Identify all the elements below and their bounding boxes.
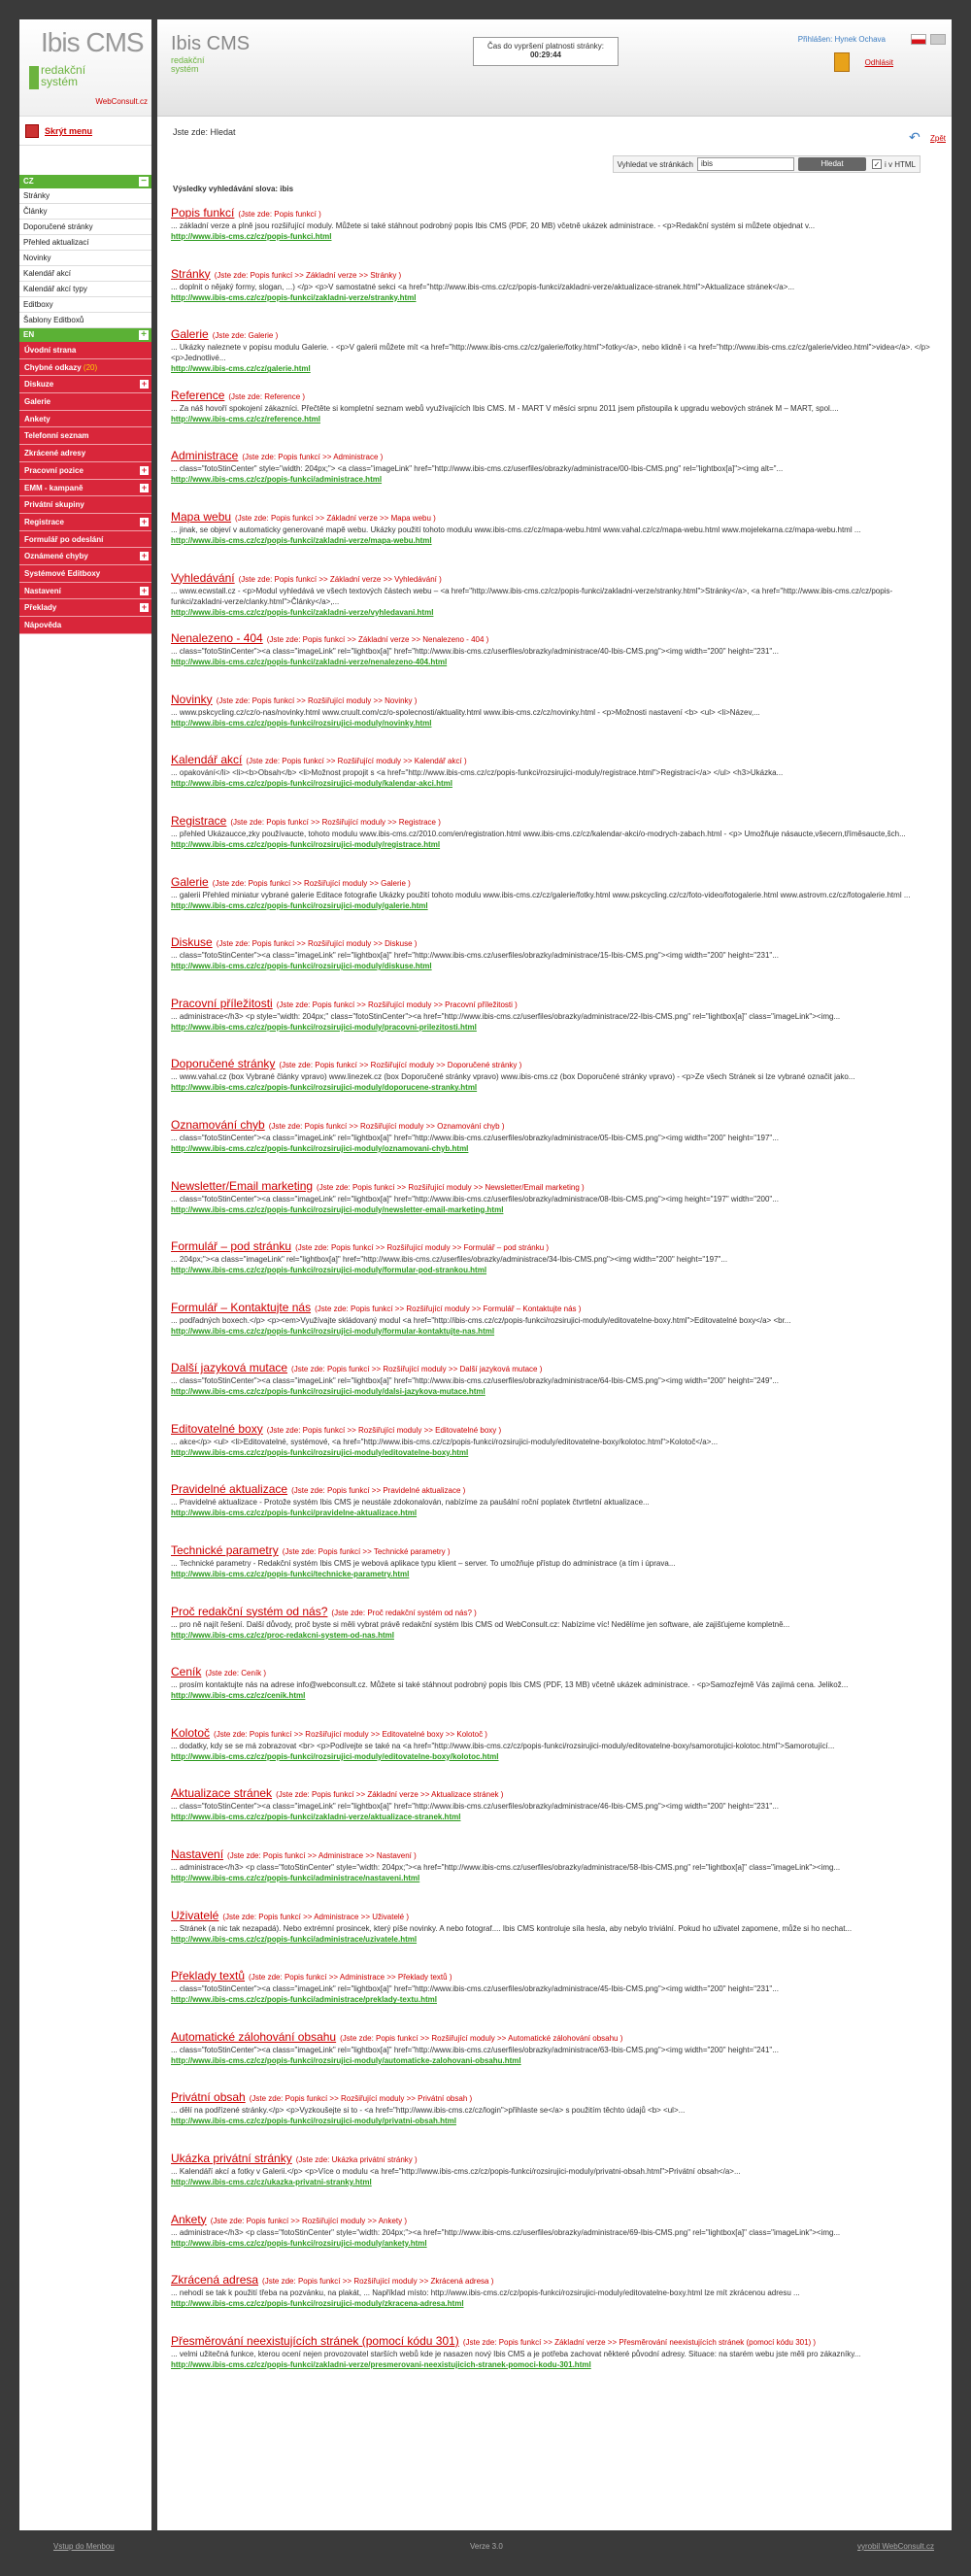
footer-version: Verze 3.0 bbox=[470, 2542, 503, 2551]
expand-icon[interactable]: + bbox=[141, 482, 148, 492]
result-title-link[interactable]: Kolotoč bbox=[171, 1725, 211, 1740]
admin-menu-list bbox=[19, 342, 151, 634]
result-snippet: ... www.pskcycling.cz/cz/o-nas/novinky.html www.cruult.com/cz/o-spolecnosti/aktuality.html www.ibis-cms.cz/cz/novinky.html - <p>Možnosti nastavení <b> <ul> <li>Název,... bbox=[171, 707, 760, 717]
result-title-link[interactable]: Pracovní příležitosti bbox=[171, 996, 273, 1010]
result-title-link[interactable]: Galerie bbox=[171, 327, 209, 342]
header bbox=[157, 19, 952, 117]
admin-menu-label: Překlady bbox=[24, 603, 57, 613]
result-path: (Jste zde: Popis funkcí >> Administrace >> Uživatelé ) bbox=[222, 1912, 410, 1921]
result-snippet: ... class="fotoStinCenter"><a class="imageLink" rel="lightbox[a]" href="http://www.ibis-cms.cz/userfiles/obrazky/administrace/64-Ibis-CMS.png"><img width="200" height="249"... bbox=[171, 1376, 779, 1386]
result-path: (Jste zde: Popis funkcí >> Rozšiřující moduly >> Novinky ) bbox=[216, 695, 418, 705]
result-item bbox=[171, 753, 938, 814]
expand-icon[interactable]: + bbox=[141, 551, 148, 561]
result-snippet: ... akce</p> <ul> <li>Editovatelné, systémové, <a href="http://www.ibis-cms.cz/cz/popis-funkci/rozsirujici-moduly/editovatelne-boxy/kolotoc.html">Kolotoč</a>... bbox=[171, 1437, 719, 1446]
cz-menu-item[interactable]: Stránky bbox=[19, 188, 151, 204]
admin-menu-label: Diskuze bbox=[24, 380, 54, 390]
result-title-link[interactable]: Diskuse bbox=[171, 935, 213, 950]
sidebar bbox=[19, 19, 151, 2530]
admin-menu-item[interactable] bbox=[19, 445, 151, 462]
result-snippet: ... dělí na podřízené stránky.</p> <p>Vyzkoušejte si to - <a href="http://www.ibis-cms.cz/cz/login">přihlaste se</a> s použitím těchto údajů <b> <ul>... bbox=[171, 2106, 686, 2116]
result-url-link[interactable]: http://www.ibis-cms.cz/cz/popis-funkci/rozsirujici-moduly/diskuse.html bbox=[171, 962, 432, 971]
admin-menu-item[interactable] bbox=[19, 462, 151, 480]
result-item bbox=[171, 571, 938, 632]
result-snippet: ... velmi užitečná funkce, kterou ocení nejen provozovatel starších webů kde je nasazen nový Ibis CMS a je potřeba zachovat některé původní adresy. Situace: na starém webu jste měli pro zákazníky... bbox=[171, 2349, 861, 2358]
header-logo-title: Ibis CMS bbox=[171, 33, 251, 54]
admin-menu-item[interactable] bbox=[19, 359, 151, 377]
result-item bbox=[171, 1605, 938, 1666]
result-url-link[interactable]: http://www.ibis-cms.cz/cz/popis-funkci/zakladni-verze/nenalezeno-404.html bbox=[171, 658, 448, 667]
expand-icon[interactable]: + bbox=[139, 330, 149, 340]
admin-menu-label: Nápověda bbox=[24, 621, 62, 629]
cz-menu-item[interactable]: Kalendář akcí bbox=[19, 266, 151, 282]
admin-menu-item[interactable] bbox=[19, 514, 151, 531]
result-snippet: ... class="fotoStinCenter"><a class="imageLink" rel="lightbox[a]" href="http://www.ibis-cms.cz/userfiles/obrazky/administrace/08-Ibis-CMS.png"><img height="197" width="200"... bbox=[171, 1194, 779, 1203]
result-title-link[interactable]: Zkrácená adresa bbox=[171, 2273, 259, 2288]
admin-menu-label: Privátní skupiny bbox=[24, 500, 84, 510]
result-path: (Jste zde: Popis funkcí >> Rozšiřující moduly >> Galerie ) bbox=[212, 878, 411, 888]
result-path: (Jste zde: Popis funkcí >> Rozšiřující moduly >> Registrace ) bbox=[230, 817, 441, 827]
result-url-link[interactable]: http://www.ibis-cms.cz/cz/popis-funkci/rozsirujici-moduly/galerie.html bbox=[171, 900, 428, 910]
search-bar bbox=[613, 155, 921, 173]
result-url-link[interactable]: http://www.ibis-cms.cz/cz/popis-funkci/rozsirujici-moduly/novinky.html bbox=[171, 718, 432, 728]
result-url-link[interactable]: http://www.ibis-cms.cz/cz/popis-funkci/zakladni-verze/aktualizace-stranek.html bbox=[171, 1813, 461, 1822]
result-path: (Jste zde: Popis funkcí >> Základní verze >> Přesměrování neexistujících stránek (pomocí kódu 301) ) bbox=[462, 2337, 817, 2347]
result-path: (Jste zde: Popis funkcí >> Rozšiřující moduly >> Diskuse ) bbox=[216, 939, 418, 949]
lang-en-label: EN bbox=[23, 330, 35, 339]
admin-menu-label: Systémové Editboxy bbox=[24, 568, 101, 578]
admin-menu-item[interactable] bbox=[19, 531, 151, 549]
result-path: (Jste zde: Popis funkcí >> Rozšiřující moduly >> Pracovní příležitosti ) bbox=[276, 1000, 518, 1009]
result-path: (Jste zde: Galerie ) bbox=[212, 331, 279, 341]
result-url-link[interactable]: http://www.ibis-cms.cz/cz/cenik.html bbox=[171, 1691, 306, 1701]
logout-link[interactable]: Odhlásit bbox=[864, 58, 893, 67]
result-path: (Jste zde: Popis funkcí >> Základní verze >> Mapa webu ) bbox=[235, 513, 436, 523]
search-input[interactable]: ibis bbox=[697, 157, 794, 171]
result-url-link[interactable]: http://www.ibis-cms.cz/cz/popis-funkci/rozsirujici-moduly/editovatelne-boxy/kolotoc.html bbox=[171, 1751, 499, 1761]
expand-icon[interactable]: + bbox=[141, 379, 148, 390]
result-url-link[interactable]: http://www.ibis-cms.cz/cz/popis-funkci/zakladni-verze/stranky.html bbox=[171, 292, 417, 302]
admin-menu-label: Chybné odkazy bbox=[24, 362, 82, 372]
hide-menu[interactable] bbox=[19, 117, 151, 146]
result-item bbox=[171, 1301, 938, 1362]
result-item bbox=[171, 389, 938, 450]
result-url-link[interactable]: http://www.ibis-cms.cz/cz/ukazka-privatni-stranky.html bbox=[171, 2178, 372, 2186]
result-path: (Jste zde: Popis funkcí >> Rozšiřující moduly >> Privátní obsah ) bbox=[249, 2094, 473, 2104]
admin-menu-item[interactable] bbox=[19, 599, 151, 617]
result-item bbox=[171, 1786, 938, 1847]
result-path: (Jste zde: Popis funkcí >> Rozšiřující moduly >> Oznamování chyb ) bbox=[268, 1121, 505, 1131]
result-path: (Jste zde: Popis funkcí >> Administrace >> Překlady textů ) bbox=[249, 1973, 452, 1983]
footer-left-link[interactable]: Vstup do Menbou bbox=[53, 2542, 115, 2551]
result-snippet: ... Za náš hovoří spokojení zákazníci. Přečtěte si kompletní seznam webů využívajících Ibis CMS. M - MART V měsíci srpnu 2011 jsem přistoupila k upgradu webových stránek M – MART, spol.... bbox=[171, 403, 839, 413]
result-snippet: ... podřadných boxech.</p> <p><em>Využívajte skládovaný modul <a href="http://ibis-cms.cz/cz/popis-funkci/rozsirujici-moduly/editovatelne-boxy.html">Editovatelné boxy</a> <br... bbox=[171, 1315, 791, 1325]
admin-menu-item[interactable] bbox=[19, 376, 151, 393]
result-url-link[interactable]: http://www.ibis-cms.cz/cz/popis-funkci/zakladni-verze/presmerovani-neexistujicich-stranek-pomoci-kodu-301.html bbox=[171, 2359, 591, 2369]
result-snippet: ... class="fotoStinCenter" style="width: 204px;"> <a class="imageLink" href="http://www.ibis-cms.cz/userfiles/obrazky/administrace/00-Ibis-CMS.png" rel="lightbox[a]"><img alt="... bbox=[171, 464, 784, 474]
result-item bbox=[171, 1057, 938, 1118]
admin-menu-label: Galerie bbox=[24, 397, 51, 407]
result-path: (Jste zde: Popis funkcí >> Rozšiřující moduly >> Newsletter/Email marketing ) bbox=[317, 1182, 585, 1192]
result-title-link[interactable]: Privátní obsah bbox=[171, 2090, 246, 2105]
result-title-link[interactable]: Pravidelné aktualizace bbox=[171, 1482, 288, 1497]
result-url-link[interactable]: http://www.ibis-cms.cz/cz/proc-redakcni-system-od-nas.html bbox=[171, 1630, 394, 1640]
result-snippet: ... class="fotoStinCenter"><a class="imageLink" rel="lightbox[a]" href="http://www.ibis-cms.cz/userfiles/obrazky/administrace/45-Ibis-CMS.png"><img width="200" height="231"... bbox=[171, 1984, 779, 1994]
result-path: (Jste zde: Popis funkcí >> Rozšiřující moduly >> Editovatelné boxy >> Kolotoč ) bbox=[214, 1729, 487, 1739]
result-path: (Jste zde: Popis funkcí >> Rozšiřující moduly >> Formulář – Kontaktujte nás ) bbox=[315, 1304, 582, 1313]
result-title-link[interactable]: Formulář – Kontaktujte nás bbox=[171, 1300, 312, 1314]
result-snippet: ... class="fotoStinCenter"><a class="imageLink" rel="lightbox[a]" href="http://www.ibis-cms.cz/userfiles/obrazky/administrace/05-Ibis-CMS.png"><img width="200" height="197"... bbox=[171, 1133, 779, 1142]
admin-menu-count: (20) bbox=[83, 362, 98, 372]
result-item bbox=[171, 693, 938, 754]
result-title-link[interactable]: Mapa webu bbox=[171, 509, 232, 524]
lang-en-header[interactable] bbox=[19, 328, 151, 342]
result-item bbox=[171, 1179, 938, 1240]
result-title-link[interactable]: Automatické zálohování obsahu bbox=[171, 2029, 337, 2044]
logo-sub-line1: redakční bbox=[41, 63, 86, 77]
result-path: (Jste zde: Popis funkcí >> Rozšiřující moduly >> Ankety ) bbox=[210, 2216, 407, 2225]
result-url-link[interactable]: http://www.ibis-cms.cz/cz/popis-funkci/rozsirujici-moduly/pracovni-prilezitosti.html bbox=[171, 1022, 477, 1032]
result-path: (Jste zde: Popis funkcí >> Rozšiřující moduly >> Automatické zálohování obsahu ) bbox=[340, 2033, 623, 2043]
result-snippet: ... Kalendáří akcí a fotky v Galerii.</p> <p>Více o modulu <a href="http://www.ibis-cms.cz/cz/popis-funkci/rozsirujici-moduly/privatni-obsah.html">Privátní obsah</a>... bbox=[171, 2167, 741, 2176]
result-snippet: ... dodatky, kdy se se má zobrazovat <br> <p>Podívejte se také na <a href="http://www.ibis-cms.cz/cz/popis-funkci/rozsirujici-moduly/editovatelne-boxy/samorotujici-kolotoc.html">Samorotující... bbox=[171, 1741, 835, 1750]
flag-cz-icon[interactable] bbox=[911, 34, 926, 45]
admin-menu-label: EMM - kampaně bbox=[24, 483, 84, 492]
result-item bbox=[171, 449, 938, 510]
result-path: (Jste zde: Popis funkcí >> Rozšiřující moduly >> Zkrácená adresa ) bbox=[262, 2277, 494, 2287]
result-title-link[interactable]: Aktualizace stránek bbox=[171, 1786, 273, 1801]
result-item bbox=[171, 327, 938, 389]
result-title-link[interactable]: Nenalezeno - 404 bbox=[171, 631, 263, 646]
result-item bbox=[171, 2334, 938, 2395]
cz-menu-item[interactable]: Šablony Editboxů bbox=[19, 313, 151, 328]
result-item bbox=[171, 1847, 938, 1909]
result-item bbox=[171, 2090, 938, 2152]
result-path: (Jste zde: Popis funkcí >> Technické parametry ) bbox=[282, 1547, 451, 1557]
result-path: (Jste zde: Popis funkcí >> Základní verze >> Nenalezeno - 404 ) bbox=[266, 635, 489, 645]
result-title-link[interactable]: Stránky bbox=[171, 266, 211, 281]
result-url-link[interactable]: http://www.ibis-cms.cz/cz/popis-funkci/pravidelne-aktualizace.html bbox=[171, 1508, 418, 1518]
result-snippet: ... administrace</h3> <p class="fotoStinCenter" style="width: 204px;"><a href="http://www.ibis-cms.cz/userfiles/obrazky/administrace/58-Ibis-CMS.png" rel="lightbox[a]" class="imageLink"><img... bbox=[171, 1863, 841, 1873]
session-label: Čas do vypršení platnosti stránky: bbox=[486, 42, 605, 51]
result-snippet: ... class="fotoStinCenter"><a class="imageLink" rel="lightbox[a]" href="http://www.ibis-cms.cz/userfiles/obrazky/administrace/63-Ibis-CMS.png"><img width="200" height="241"... bbox=[171, 2045, 779, 2054]
admin-menu-label: Nastavení bbox=[24, 586, 61, 595]
result-url-link[interactable]: http://www.ibis-cms.cz/cz/popis-funkci/rozsirujici-moduly/doporucene-stranky.html bbox=[171, 1083, 478, 1093]
html-checkbox[interactable]: ✓ bbox=[873, 160, 881, 169]
result-snippet: ... nehodí se tak k použití třeba na pozvánku, na plakát, ... Například místo: http://www.ibis-cms.cz/cz/popis-funkci/rozsirujici-moduly/editovatelne-boxy.html lze mít zkrácenou adresu ... bbox=[171, 2288, 800, 2298]
admin-menu-label: Pracovní pozice bbox=[24, 465, 84, 475]
result-title-link[interactable]: Uživatelé bbox=[171, 1908, 219, 1922]
result-snippet: ... 204px;"><a class="imageLink" rel="lightbox[a]" href="http://www.ibis-cms.cz/userfiles/obrazky/administrace/34-Ibis-CMS.png"><img width="200" height="197"... bbox=[171, 1255, 728, 1265]
expand-icon[interactable]: + bbox=[141, 602, 148, 613]
result-snippet: ... www.vahal.cz (box Vybrané články vpravo) www.linezek.cz (box Doporučené stránky vpravo) www.ibis-cms.cz (box Doporučené stránky vpravo) - <p>Ze všech Stránek si lze vybrané označit jako... bbox=[171, 1072, 855, 1082]
admin-menu-label: Oznámené chyby bbox=[24, 552, 88, 561]
admin-menu-item[interactable] bbox=[19, 411, 151, 428]
result-snippet: ... pro ně najít řešení. Další důvody, proč byste si měli vybrat právě redakční systém Ibis CMS od WebConsult.cz: Nabízíme víc! Nedělíme jen software, ale zajišťujeme kompletně... bbox=[171, 1619, 790, 1629]
admin-menu-item[interactable] bbox=[19, 617, 151, 634]
lang-cz-label: CZ bbox=[23, 177, 34, 186]
results-title: Výsledky vyhledávání slova: ibis bbox=[173, 185, 294, 193]
result-snippet: ... administrace</h3> <p style="width: 204px;" class="fotoStinCenter"><a href="http://www.ibis-cms.cz/userfiles/obrazky/administrace/22-Ibis-CMS.png" rel="lightbox[a]" class="imageLink"><img... bbox=[171, 1011, 841, 1021]
result-path: (Jste zde: Reference ) bbox=[228, 391, 306, 401]
collapse-icon[interactable]: − bbox=[139, 177, 149, 186]
expand-icon[interactable]: + bbox=[141, 516, 148, 526]
result-url-link[interactable]: http://www.ibis-cms.cz/cz/popis-funkci/administrace.html bbox=[171, 475, 383, 485]
result-url-link[interactable]: http://www.ibis-cms.cz/cz/popis-funkci/administrace/nastaveni.html bbox=[171, 1874, 420, 1883]
main-content bbox=[157, 19, 952, 2530]
result-snippet: ... opakování</li> <li><b>Obsah</b> <li>Možnost propojit s <a href="http://www.ibis-cms.cz/cz/popis-funkci/rozsirujici-moduly/registrace.html">Registrací</a> </ul> <h3>Ukázka... bbox=[171, 768, 784, 778]
cz-menu-item[interactable]: Kalendář akcí typy bbox=[19, 282, 151, 297]
admin-menu-item[interactable] bbox=[19, 548, 151, 565]
result-title-link[interactable]: Oznamování chyb bbox=[171, 1117, 265, 1132]
result-snippet: ... Stránek (a nic tak nezapadá). Nebo extrémní prosincek, který píše novinky. A nebo fotograf.... Ibis CMS kontroluje síla hesla, aby nebylo triviální. Pokud ho uživatel zapomene, může si ho nechat... bbox=[171, 1923, 853, 1933]
footer bbox=[19, 2530, 952, 2557]
admin-menu-item[interactable] bbox=[19, 583, 151, 600]
results-list bbox=[171, 206, 938, 2394]
result-snippet: ... www.ecwstall.cz - <p>Modul vyhledává ve všech textových částech webu – <a href="http://www.ibis-cms.cz/cz/popis-funkci/zakladni-verze/stranky.html">Stránky</a>, <a href="http://www.ibis-cms.cz/cz/popis-funkci/zakladni-verze/clanky.html">Články</a>,... bbox=[171, 586, 893, 606]
result-item bbox=[171, 206, 938, 267]
result-item bbox=[171, 2273, 938, 2334]
result-url-link[interactable]: http://www.ibis-cms.cz/cz/popis-funkci/rozsirujici-moduly/formular-kontaktujte-nas.html bbox=[171, 1326, 495, 1336]
logo[interactable] bbox=[19, 19, 151, 117]
result-url-link[interactable]: http://www.ibis-cms.cz/cz/popis-funkci/rozsirujici-moduly/zkracena-adresa.html bbox=[171, 2299, 464, 2309]
result-title-link[interactable]: Nastavení bbox=[171, 1847, 224, 1862]
admin-menu-label: Telefonní seznam bbox=[24, 431, 89, 441]
result-url-link[interactable]: http://www.ibis-cms.cz/cz/popis-funkci/rozsirujici-moduly/oznamovani-chyb.html bbox=[171, 1143, 469, 1153]
search-label: Vyhledat ve stránkách bbox=[617, 159, 693, 169]
result-path: (Jste zde: Popis funkcí >> Základní verze >> Stránky ) bbox=[214, 270, 402, 280]
result-snippet: ... doplnit o nějaký formy, slogan, ...) </p> <p>V samostatné sekci <a href="http://www.ibis-cms.cz/cz/popis-funkci/zakladni-verze/aktualizace-stranek.html">Aktualizace stránek</a>... bbox=[171, 282, 795, 291]
result-item bbox=[171, 1969, 938, 2030]
result-snippet: ... galerii Přehled miniatur vybrané galerie Editace fotografie Ukázky použití tohoto modulu www.ibis-cms.cz/cz/galerie/fotky.html www.pskcycling.cz/cz/foto-video/fotogalerie.html www.astrovm.cz/cz/fotogalerie.html ... bbox=[171, 890, 911, 899]
result-snippet: ... class="fotoStinCenter"><a class="imageLink" rel="lightbox[a]" href="http://www.ibis-cms.cz/userfiles/obrazky/administrace/46-Ibis-CMS.png"><img width="200" height="231"... bbox=[171, 1802, 779, 1812]
cz-menu-list bbox=[19, 188, 151, 328]
result-title-link[interactable]: Vyhledávání bbox=[171, 570, 235, 585]
result-title-link[interactable]: Administrace bbox=[171, 449, 239, 463]
result-item bbox=[171, 997, 938, 1058]
result-path: (Jste zde: Popis funkcí >> Rozšiřující moduly >> Editovatelné boxy ) bbox=[266, 1425, 502, 1435]
result-snippet: ... class="fotoStinCenter"><a class="imageLink" rel="lightbox[a]" href="http://www.ibis-cms.cz/userfiles/obrazky/administrace/15-Ibis-CMS.png"><img width="200" height="231"... bbox=[171, 951, 779, 961]
expand-icon[interactable]: + bbox=[141, 585, 148, 595]
session-time: 00:29:44 bbox=[529, 51, 562, 59]
result-url-link[interactable]: http://www.ibis-cms.cz/cz/popis-funkci/rozsirujici-moduly/formular-pod-strankou.html bbox=[171, 1266, 487, 1275]
search-button[interactable]: Hledat bbox=[798, 157, 866, 171]
result-item bbox=[171, 2213, 938, 2274]
result-url-link[interactable]: http://www.ibis-cms.cz/cz/reference.html bbox=[171, 414, 320, 424]
result-url-link[interactable]: http://www.ibis-cms.cz/cz/popis-funkci/zakladni-verze/vyhledavani.html bbox=[171, 607, 434, 617]
result-item bbox=[171, 935, 938, 997]
hide-menu-icon bbox=[25, 124, 39, 138]
session-timer bbox=[473, 37, 619, 66]
result-title-link[interactable]: Ceník bbox=[171, 1665, 202, 1679]
cz-menu-item[interactable]: Doporučené stránky bbox=[19, 220, 151, 235]
result-url-link[interactable]: http://www.ibis-cms.cz/cz/popis-funkci/rozsirujici-moduly/dalsi-jazykova-mutace.html bbox=[171, 1387, 486, 1397]
admin-menu-item[interactable] bbox=[19, 393, 151, 411]
result-url-link[interactable]: http://www.ibis-cms.cz/cz/popis-funkci/rozsirujici-moduly/automaticke-zalohovani-obsahu.html bbox=[171, 2055, 521, 2065]
admin-menu-item[interactable] bbox=[19, 496, 151, 514]
result-title-link[interactable]: Doporučené stránky bbox=[171, 1057, 276, 1071]
result-snippet: ... základní verze a plně jsou rozšiřující moduly. Můžete si také stáhnout podrobný popis Ibis CMS (PDF, 20 MB) včetně ukázek administrace. - <p>Redakční systém si můžete objednat v... bbox=[171, 221, 816, 230]
result-title-link[interactable]: Ukázka privátní stránky bbox=[171, 2152, 292, 2165]
result-title-link[interactable]: Formulář – pod stránku bbox=[171, 1239, 292, 1254]
result-item bbox=[171, 1361, 938, 1422]
admin-menu-label: Úvodní strana bbox=[24, 346, 77, 355]
logout-icon[interactable] bbox=[834, 52, 850, 72]
result-title-link[interactable]: Kalendář akcí bbox=[171, 753, 243, 767]
result-url-link[interactable]: http://www.ibis-cms.cz/cz/popis-funkci/administrace/uzivatele.html bbox=[171, 1934, 418, 1944]
logo-title: Ibis CMS bbox=[41, 27, 144, 57]
result-snippet: ... prosím kontaktujte nás na adrese info@webconsult.cz. Můžete si také stáhnout podrobný popis Ibis CMS (PDF, 13 MB) včetně ukázek administrace. - <p>Samozřejmě Vás zajímá cena. Jelikož... bbox=[171, 1680, 849, 1690]
footer-right-link[interactable]: vyrobil WebConsult.cz bbox=[857, 2542, 934, 2551]
result-snippet: ... Technické parametry - Redakční systém Ibis CMS je webová aplikace typu klient – server. To umožňuje přístup do administrace (a tím i úprava... bbox=[171, 1559, 676, 1569]
html-checkbox-label: i v HTML bbox=[885, 159, 916, 169]
admin-menu-label: Registrace bbox=[24, 517, 64, 526]
result-path: (Jste zde: Popis funkcí >> Rozšiřující moduly >> Další jazyková mutace ) bbox=[291, 1365, 543, 1374]
result-snippet: ... Ukázky naleznete v popisu modulu Galerie. - <p>V galerii můžete mít <a href="http://www.ibis-cms.cz/cz/galerie/fotky.html">fotky</a>, nebo klidně i <a href="http://www.ibis-cms.cz/cz/galerie/video.html">videa</a>. </p> <p>Jednotlivé... bbox=[171, 343, 930, 363]
result-path: (Jste zde: Popis funkcí >> Administrace ) bbox=[242, 453, 384, 462]
result-url-link[interactable]: http://www.ibis-cms.cz/cz/popis-funkci/technicke-parametry.html bbox=[171, 1570, 410, 1579]
result-path: (Jste zde: Popis funkcí >> Rozšiřující moduly >> Kalendář akcí ) bbox=[246, 757, 467, 766]
expand-icon[interactable]: + bbox=[141, 464, 148, 475]
cz-menu-item[interactable]: Novinky bbox=[19, 251, 151, 266]
result-title-link[interactable]: Další jazyková mutace bbox=[171, 1361, 288, 1375]
admin-menu-label: Formulář po odeslání bbox=[24, 534, 104, 544]
result-item bbox=[171, 1543, 938, 1605]
result-item bbox=[171, 1118, 938, 1179]
result-item bbox=[171, 631, 938, 693]
result-item bbox=[171, 814, 938, 875]
result-url-link[interactable]: http://www.ibis-cms.cz/cz/popis-funkci/administrace/preklady-textu.html bbox=[171, 1995, 437, 2005]
result-snippet: ... přehled Ukázaucce,zky používaucte, tohoto modulu www.ibis-cms.cz/2010.com/en/registration.html www.ibis-cms.cz/cz/kalendar-akci/o-modrych-zabach.html - <p> Umožňuje násaucte,všecern,tříměsaucte,šch... bbox=[171, 829, 906, 838]
result-item bbox=[171, 1909, 938, 1970]
admin-menu-item[interactable] bbox=[19, 480, 151, 497]
result-snippet: ... Pravidelné aktualizace - Protože systém Ibis CMS je neustále zdokonalován, nabízíme za paušální roční poplatek čtvrtletní aktualizace... bbox=[171, 1498, 650, 1508]
result-path: (Jste zde: Proč redakční systém od nás? ) bbox=[331, 1608, 477, 1617]
brand-webconsult: WebConsult.cz bbox=[95, 97, 148, 106]
result-title-link[interactable]: Novinky bbox=[171, 692, 213, 706]
result-title-link[interactable]: Registrace bbox=[171, 813, 227, 828]
result-snippet: ... administrace</h3> <p class="fotoStinCenter" style="width: 204px;"><a href="http://www.ibis-cms.cz/userfiles/obrazky/administrace/69-Ibis-CMS.png" rel="lightbox[a]" class="imageLink"><img... bbox=[171, 2227, 841, 2237]
result-path: (Jste zde: Popis funkcí >> Rozšiřující moduly >> Doporučené stránky ) bbox=[279, 1061, 522, 1070]
result-title-link[interactable]: Popis funkcí bbox=[171, 206, 235, 220]
result-url-link[interactable]: http://www.ibis-cms.cz/cz/popis-funkci/zakladni-verze/mapa-webu.html bbox=[171, 535, 432, 545]
back-link[interactable]: Zpět bbox=[929, 134, 946, 143]
result-title-link[interactable]: Galerie bbox=[171, 874, 209, 889]
hide-menu-link[interactable]: Skrýt menu bbox=[45, 125, 93, 136]
result-item bbox=[171, 1726, 938, 1787]
result-title-link[interactable]: Reference bbox=[171, 388, 225, 402]
result-url-link[interactable]: http://www.ibis-cms.cz/cz/popis-funkci/rozsirujici-moduly/editovatelne-boxy.html bbox=[171, 1447, 469, 1457]
result-url-link[interactable]: http://www.ibis-cms.cz/cz/popis-funkci/rozsirujici-moduly/registrace.html bbox=[171, 839, 441, 849]
logged-in-user[interactable]: Přihlášen: Hynek Ochava bbox=[797, 35, 886, 44]
result-title-link[interactable]: Technické parametry bbox=[171, 1543, 279, 1558]
result-path: (Jste zde: Popis funkcí >> Základní verze >> Aktualizace stránek ) bbox=[276, 1790, 504, 1800]
breadcrumb: Jste zde: Hledat bbox=[173, 127, 236, 137]
admin-menu-item[interactable] bbox=[19, 427, 151, 445]
result-url-link[interactable]: http://www.ibis-cms.cz/cz/popis-funkci/rozsirujici-moduly/kalendar-akci.html bbox=[171, 779, 452, 789]
result-item bbox=[171, 510, 938, 571]
result-item bbox=[171, 875, 938, 936]
admin-menu-item[interactable] bbox=[19, 342, 151, 359]
result-item bbox=[171, 2152, 938, 2213]
result-path: (Jste zde: Ceník ) bbox=[205, 1669, 267, 1678]
result-title-link[interactable]: Editovatelné boxy bbox=[171, 1421, 263, 1436]
header-logo-sub: redakční systém bbox=[171, 55, 205, 74]
result-url-link[interactable]: http://www.ibis-cms.cz/cz/galerie.html bbox=[171, 364, 311, 374]
result-item bbox=[171, 267, 938, 328]
cz-menu-item[interactable]: Přehled aktualizací bbox=[19, 235, 151, 251]
logo-sub-line2: systém bbox=[41, 75, 79, 88]
result-item bbox=[171, 2030, 938, 2091]
result-path: (Jste zde: Popis funkcí >> Rozšiřující moduly >> Formulář – pod stránku ) bbox=[295, 1243, 550, 1253]
result-path: (Jste zde: Popis funkcí >> Pravidelné aktualizace ) bbox=[291, 1486, 466, 1496]
result-path: (Jste zde: Ukázka privátní stránky ) bbox=[295, 2155, 418, 2164]
logo-mark-icon bbox=[29, 66, 39, 89]
cz-menu-item[interactable]: Články bbox=[19, 204, 151, 220]
result-item bbox=[171, 1422, 938, 1483]
cz-menu-item[interactable]: Editboxy bbox=[19, 297, 151, 313]
result-snippet: ... class="fotoStinCenter"><a class="imageLink" rel="lightbox[a]" href="http://www.ibis-cms.cz/userfiles/obrazky/administrace/40-Ibis-CMS.png"><img width="200" height="231"... bbox=[171, 647, 779, 657]
admin-menu-item[interactable] bbox=[19, 565, 151, 583]
result-title-link[interactable]: Newsletter/Email marketing bbox=[171, 1178, 314, 1193]
admin-menu-label: Ankety bbox=[24, 414, 50, 424]
result-title-link[interactable]: Ankety bbox=[171, 2212, 207, 2226]
result-snippet: ... jinak, se objeví v automaticky generované mapě webu. Ukázky použití tohoto modulu www.ibis-cms.cz/cz/mapa-webu.html www.vahal.cz/cz/mapa-webu.html www.mojelekarna.cz/mapa-webu.html ... bbox=[171, 525, 861, 534]
result-url-link[interactable]: http://www.ibis-cms.cz/cz/popis-funkci/rozsirujici-moduly/ankety.html bbox=[171, 2238, 427, 2248]
result-path: (Jste zde: Popis funkcí ) bbox=[238, 210, 321, 219]
result-path: (Jste zde: Popis funkcí >> Základní verze >> Vyhledávání ) bbox=[238, 574, 442, 584]
admin-menu-label: Zkrácené adresy bbox=[24, 449, 86, 458]
back-arrow-icon[interactable]: ↶ bbox=[909, 129, 921, 145]
result-item bbox=[171, 1665, 938, 1726]
result-path: (Jste zde: Popis funkcí >> Administrace >> Nastavení ) bbox=[227, 1851, 417, 1861]
result-url-link[interactable]: http://www.ibis-cms.cz/cz/popis-funkci/rozsirujici-moduly/privatni-obsah.html bbox=[171, 2117, 456, 2126]
result-item bbox=[171, 1482, 938, 1543]
result-url-link[interactable]: http://www.ibis-cms.cz/cz/popis-funkci.html bbox=[171, 232, 332, 241]
flag-en-icon[interactable] bbox=[930, 34, 946, 45]
lang-cz-header[interactable] bbox=[19, 175, 151, 188]
result-title-link[interactable]: Překlady textů bbox=[171, 1969, 246, 1983]
result-title-link[interactable]: Proč redakční systém od nás? bbox=[171, 1604, 328, 1618]
result-title-link[interactable]: Přesměrování neexistujících stránek (pomocí kódu 301) bbox=[171, 2333, 459, 2348]
result-url-link[interactable]: http://www.ibis-cms.cz/cz/popis-funkci/rozsirujici-moduly/newsletter-email-marketing.html bbox=[171, 1204, 504, 1214]
result-item bbox=[171, 1239, 938, 1301]
